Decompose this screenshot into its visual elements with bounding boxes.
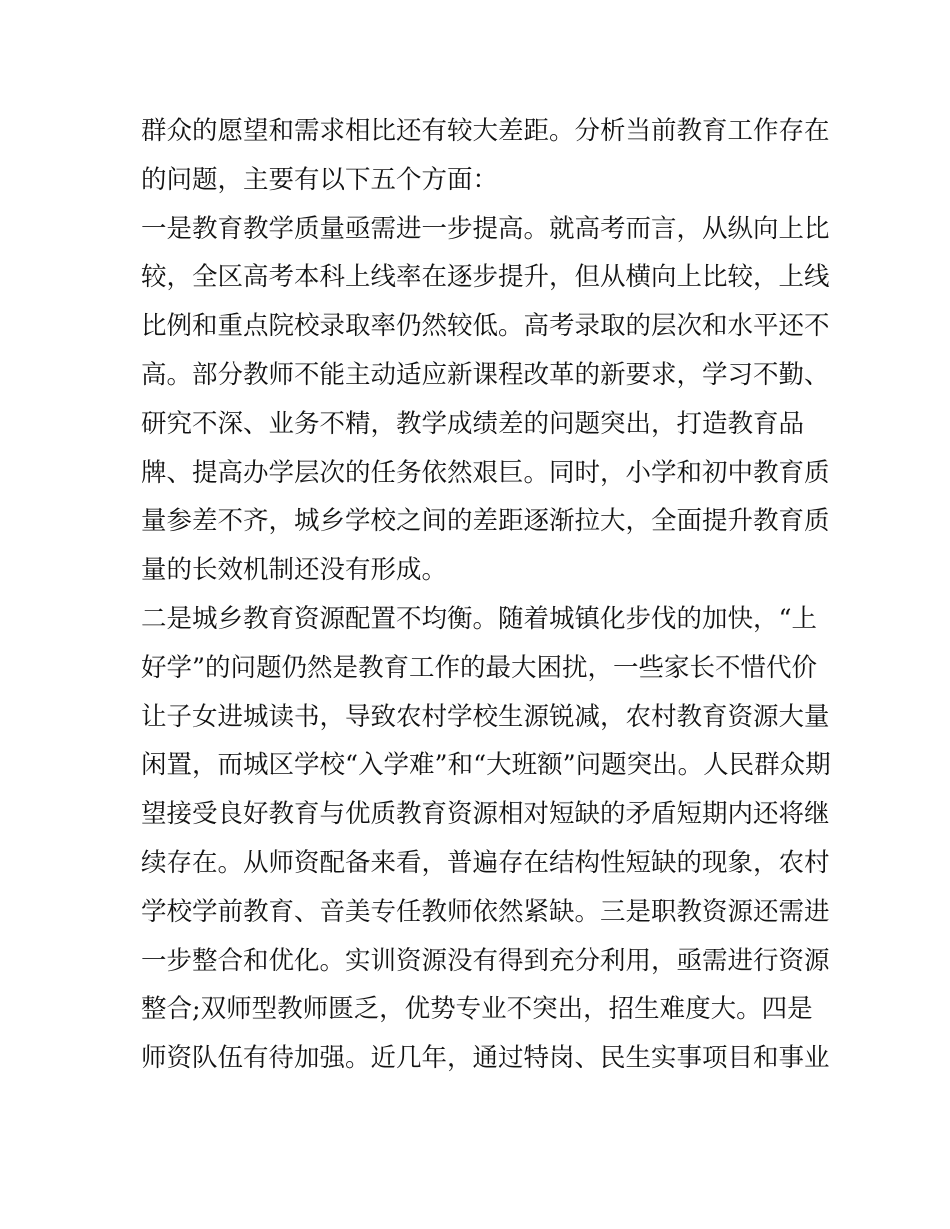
text-line: 高。部分教师不能主动适应新课程改革的新要求，学习不勤、: [141, 359, 830, 390]
text-line: 一是教育教学质量亟需进一步提高。就高考而言，从纵向上比: [141, 213, 830, 244]
text-line: 好学”的问题仍然是教育工作的最大困扰，一些家长不惜代价: [141, 652, 818, 683]
text-line: 让子女进城读书，导致农村学校生源锐减，农村教育资源大量: [141, 701, 830, 732]
text-line: 学校学前教育、音美专任教师依然紧缺。三是职教资源还需进: [141, 896, 830, 927]
text-line: 比例和重点院校录取率仍然较低。高考录取的层次和水平还不: [141, 311, 830, 342]
body-text: [141, 107, 831, 1083]
text-line: 整合;双师型教师匮乏，优势专业不突出，招生难度大。四是: [141, 994, 813, 1025]
text-line: 续存在。从师资配备来看，普遍存在结构性短缺的现象，农村: [141, 847, 830, 878]
text-line: 二是城乡教育资源配置不均衡。随着城镇化步伐的加快，“上: [141, 603, 818, 634]
text-line: 望接受良好教育与优质教育资源相对短缺的矛盾短期内还将继: [141, 799, 830, 830]
text-line: 量参差不齐，城乡学校之间的差距逐渐拉大，全面提升教育质: [141, 506, 830, 537]
text-line: 一步整合和优化。实训资源没有得到充分利用，亟需进行资源: [141, 945, 830, 976]
text-line: 的问题，主要有以下五个方面：: [141, 164, 499, 195]
text-line: 研究不深、业务不精，教学成绩差的问题突出，打造教育品: [141, 408, 805, 439]
text-line: 师资队伍有待加强。近几年，通过特岗、民生实事项目和事业: [141, 1043, 830, 1074]
text-line: 群众的愿望和需求相比还有较大差距。分析当前教育工作存在: [141, 116, 830, 146]
text-line: 闲置，而城区学校“入学难”和“大班额”问题突出。人民群众期: [141, 750, 831, 781]
text-line: 量的长效机制还没有形成。: [141, 555, 448, 586]
text-line: 牌、提高办学层次的任务依然艰巨。同时，小学和初中教育质: [141, 457, 830, 488]
text-line: 较，全区高考本科上线率在逐步提升，但从横向上比较，上线: [141, 262, 830, 293]
